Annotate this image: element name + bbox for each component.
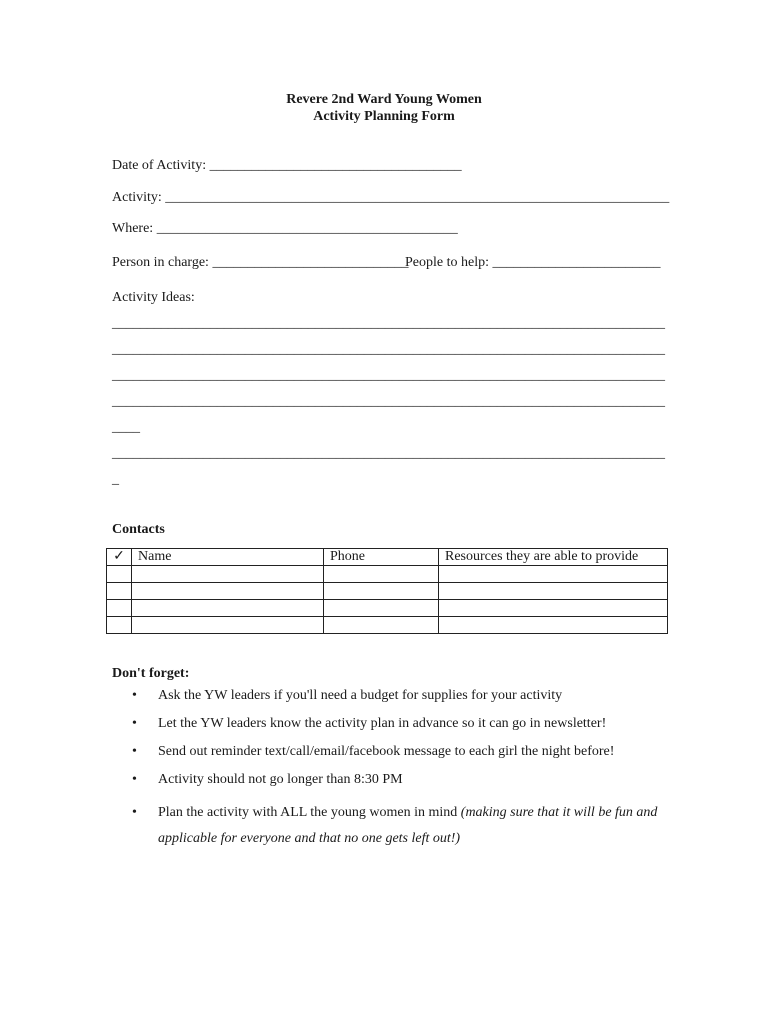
title-line-2: Activity Planning Form	[313, 109, 455, 124]
name-cell[interactable]	[132, 617, 324, 634]
phone-cell[interactable]	[324, 566, 439, 583]
idea-line: _______________________________________________________________________________	[112, 446, 665, 461]
name-cell[interactable]	[132, 566, 324, 583]
table-header-row	[107, 549, 668, 566]
table-row	[107, 583, 668, 600]
activity-field: Activity: ________________________________________________________________________	[112, 190, 670, 205]
resources-cell[interactable]	[439, 600, 668, 617]
where-field: Where: ___________________________________________	[112, 221, 458, 236]
table-row	[107, 600, 668, 617]
check-cell[interactable]	[107, 566, 132, 583]
activity-ideas-label: Activity Ideas:	[112, 290, 195, 305]
phone-cell[interactable]	[324, 617, 439, 634]
name-cell[interactable]	[132, 600, 324, 617]
phone-cell[interactable]	[324, 600, 439, 617]
bullet-icon: •	[132, 688, 137, 703]
idea-line: _______________________________________________________________________________	[112, 394, 665, 409]
dont-forget-heading: Don't forget:	[112, 666, 190, 681]
check-column-header: ✓	[107, 549, 132, 566]
contacts-heading: Contacts	[112, 522, 165, 537]
reminder-text: Activity should not go longer than 8:30 PM	[158, 772, 403, 787]
idea-line: _______________________________________________________________________________	[112, 368, 665, 383]
reminder-text: Plan the activity with ALL the young women in mind	[158, 805, 458, 820]
table-row	[107, 566, 668, 583]
phone-column-header: Phone	[324, 549, 439, 566]
idea-line: ____	[112, 420, 140, 435]
resources-cell[interactable]	[439, 583, 668, 600]
idea-line: _	[112, 472, 119, 487]
phone-cell[interactable]	[324, 583, 439, 600]
table-row	[107, 617, 668, 634]
reminder-list	[112, 688, 672, 852]
reminder-text: Let the YW leaders know the activity plan in advance so it can go in newsletter!	[158, 716, 607, 731]
check-cell[interactable]	[107, 600, 132, 617]
bullet-icon: •	[132, 716, 137, 731]
reminder-text: Ask the YW leaders if you'll need a budget for supplies for your activity	[158, 688, 563, 703]
idea-line: _______________________________________________________________________________	[112, 342, 665, 357]
title-line-1: Revere 2nd Ward Young Women	[286, 92, 482, 107]
idea-line: _______________________________________________________________________________	[112, 316, 665, 331]
list-item	[112, 772, 672, 800]
resources-column-header: Resources they are able to provide	[439, 549, 668, 566]
reminder-text: Send out reminder text/call/email/facebook message to each girl the night before!	[158, 744, 615, 759]
check-cell[interactable]	[107, 617, 132, 634]
date-of-activity-field: Date of Activity: ____________________________________	[112, 158, 462, 173]
contacts-table	[106, 548, 668, 634]
bullet-icon: •	[132, 772, 137, 787]
bullet-icon: •	[132, 744, 137, 759]
resources-cell[interactable]	[439, 566, 668, 583]
people-to-help-field: People to help: ________________________	[405, 255, 661, 270]
list-item	[112, 744, 672, 772]
reminder-italic-note: (making sure that it will be fun and applicable for everyone and that no one gets left out!)	[158, 805, 658, 846]
list-item	[112, 800, 672, 852]
name-column-header: Name	[132, 549, 324, 566]
name-cell[interactable]	[132, 583, 324, 600]
list-item	[112, 716, 672, 744]
bullet-icon: •	[132, 805, 137, 820]
person-in-charge-field: Person in charge: ____________________________	[112, 255, 409, 270]
list-item	[112, 688, 672, 716]
check-cell[interactable]	[107, 583, 132, 600]
resources-cell[interactable]	[439, 617, 668, 634]
